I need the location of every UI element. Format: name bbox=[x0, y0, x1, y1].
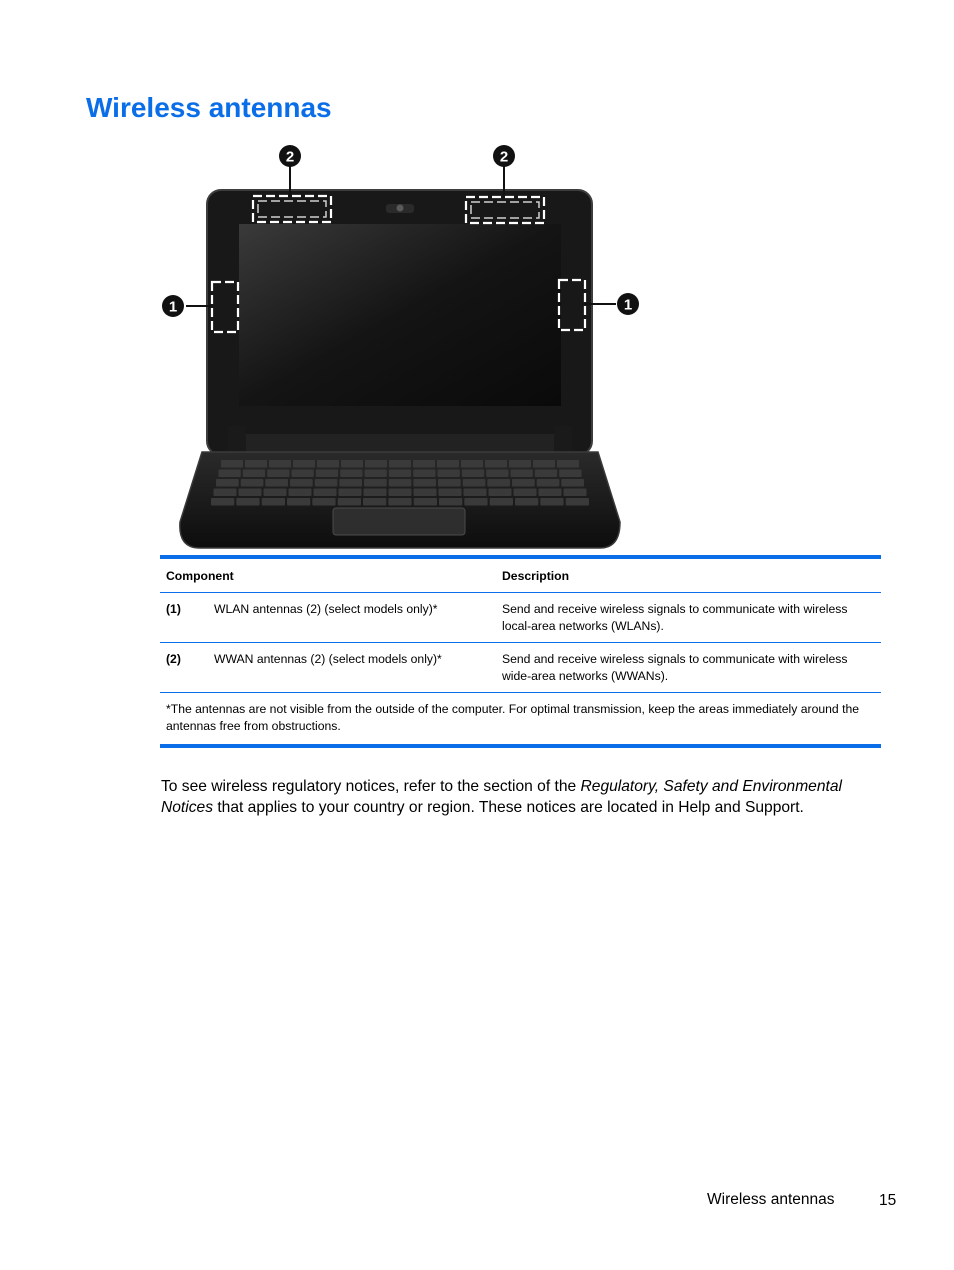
keyboard-key bbox=[239, 489, 262, 497]
keyboard-key bbox=[292, 470, 314, 478]
keyboard-key bbox=[462, 470, 484, 478]
keyboard-key bbox=[557, 460, 579, 468]
keyboard-key bbox=[413, 470, 435, 478]
keyboard-key bbox=[486, 470, 508, 478]
keyboard-key bbox=[564, 489, 587, 497]
keyboard-key bbox=[269, 460, 291, 468]
keyboard-key bbox=[439, 489, 462, 497]
callout-2-left bbox=[279, 145, 301, 167]
keyboard-key bbox=[340, 470, 362, 478]
keyboard-key bbox=[243, 470, 265, 478]
svg-text:1: 1 bbox=[623, 296, 633, 314]
keyboard-key bbox=[389, 479, 412, 487]
keyboard-key bbox=[314, 489, 337, 497]
keyboard-key bbox=[214, 489, 237, 497]
touchpad bbox=[333, 508, 465, 535]
keyboard-key bbox=[339, 489, 362, 497]
keyboard-key bbox=[512, 479, 535, 487]
keyboard-key bbox=[533, 460, 555, 468]
row-description: Send and receive wireless signals to communicate with wireless wide-area networks (WWANs). bbox=[496, 643, 881, 693]
keyboard-key bbox=[388, 498, 411, 506]
table-footnote: *The antennas are not visible from the outside of the computer. For optimal transmission, keep the areas immediately around the antennas free from obstructions. bbox=[160, 693, 881, 747]
keyboard-key bbox=[267, 470, 289, 478]
keyboard-key bbox=[265, 479, 288, 487]
keyboard-key bbox=[287, 498, 310, 506]
antenna-table bbox=[160, 555, 881, 748]
keyboard-key bbox=[293, 460, 315, 468]
keyboard-key bbox=[290, 479, 313, 487]
keyboard-key bbox=[511, 470, 533, 478]
keyboard-key bbox=[389, 470, 411, 478]
keyboard-key bbox=[464, 489, 487, 497]
keyboard-key bbox=[509, 460, 531, 468]
keyboard-key bbox=[540, 498, 563, 506]
keyboard-key bbox=[339, 479, 362, 487]
keyboard-key bbox=[264, 489, 287, 497]
laptop-antenna-illustration bbox=[150, 140, 650, 552]
keyboard-key bbox=[364, 489, 387, 497]
keyboard-key bbox=[464, 498, 487, 506]
keyboard-key bbox=[514, 489, 537, 497]
callout-1-left bbox=[162, 295, 184, 317]
keyboard-key bbox=[365, 460, 387, 468]
keyboard-key bbox=[566, 498, 589, 506]
document-title-reference: Regulatory, Safety and Environmental Notices bbox=[161, 778, 842, 816]
keyboard-key bbox=[539, 489, 562, 497]
keyboard-key bbox=[515, 498, 538, 506]
column-header-component: Component bbox=[160, 557, 496, 593]
keyboard-key bbox=[413, 460, 435, 468]
column-header-description: Description bbox=[496, 557, 881, 593]
row-component: WLAN antennas (2) (select models only)* bbox=[208, 593, 496, 643]
keyboard-key bbox=[489, 489, 512, 497]
table-row bbox=[160, 643, 881, 693]
keyboard-key bbox=[245, 460, 267, 468]
svg-text:1: 1 bbox=[168, 298, 178, 316]
table-row bbox=[160, 593, 881, 643]
keyboard-key bbox=[241, 479, 264, 487]
keyboard-key bbox=[316, 470, 338, 478]
keyboard-key bbox=[414, 489, 437, 497]
page-title: Wireless antennas bbox=[86, 92, 332, 123]
keyboard-key bbox=[438, 479, 461, 487]
row-component: WWAN antennas (2) (select models only)* bbox=[208, 643, 496, 693]
keyboard-key bbox=[219, 470, 241, 478]
row-number: (1) bbox=[160, 593, 208, 643]
keyboard-key bbox=[537, 479, 560, 487]
table-footnote-row bbox=[160, 693, 881, 747]
keyboard-key bbox=[338, 498, 361, 506]
keyboard-key bbox=[437, 460, 459, 468]
keyboard-key bbox=[365, 470, 387, 478]
keyboard-key bbox=[363, 498, 386, 506]
keyboard-key bbox=[312, 498, 335, 506]
keyboard-key bbox=[414, 498, 437, 506]
page-number: 15 bbox=[879, 1192, 897, 1209]
keyboard-key bbox=[216, 479, 239, 487]
keyboard-key bbox=[439, 498, 462, 506]
keyboard-key bbox=[289, 489, 312, 497]
footer-section-title: Wireless antennas bbox=[707, 1191, 835, 1208]
regulatory-paragraph bbox=[161, 776, 881, 818]
paragraph-text-end: that applies to your country or region. These notices are located in Help and Support. bbox=[213, 799, 804, 816]
keyboard-key bbox=[485, 460, 507, 468]
callout-2-right bbox=[493, 145, 515, 167]
keyboard-key bbox=[262, 498, 285, 506]
keyboard-key bbox=[438, 470, 460, 478]
keyboard-key bbox=[211, 498, 234, 506]
keyboard-key bbox=[317, 460, 339, 468]
keyboard-key bbox=[561, 479, 584, 487]
keyboard-key bbox=[413, 479, 436, 487]
svg-text:2: 2 bbox=[285, 148, 295, 166]
keyboard-key bbox=[487, 479, 510, 487]
keyboard-key bbox=[236, 498, 259, 506]
keyboard-key bbox=[221, 460, 243, 468]
keyboard-key bbox=[559, 470, 581, 478]
keyboard-key bbox=[463, 479, 486, 487]
keyboard-key bbox=[461, 460, 483, 468]
row-description: Send and receive wireless signals to communicate with wireless local-area networks (WLANs). bbox=[496, 593, 881, 643]
svg-text:2: 2 bbox=[499, 148, 509, 166]
keyboard-key bbox=[535, 470, 557, 478]
laptop-screen bbox=[239, 224, 561, 406]
row-number: (2) bbox=[160, 643, 208, 693]
callout-1-right bbox=[617, 293, 639, 315]
keyboard-key bbox=[341, 460, 363, 468]
keyboard-key bbox=[389, 489, 412, 497]
keyboard-key bbox=[315, 479, 338, 487]
keyboard-key bbox=[389, 460, 411, 468]
keyboard-key bbox=[364, 479, 387, 487]
paragraph-text-start: To see wireless regulatory notices, refer to the section of the bbox=[161, 778, 581, 795]
keyboard-key bbox=[490, 498, 513, 506]
